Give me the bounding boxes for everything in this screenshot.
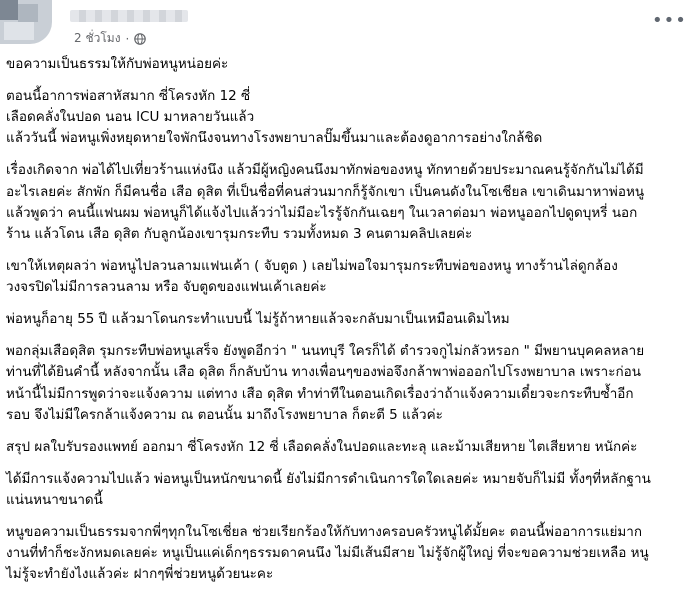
author-name-redacted[interactable]: [70, 10, 188, 22]
more-options-icon[interactable]: •••: [652, 10, 687, 31]
post-paragraph: เขาให้เหตุผลว่า พ่อหนูไปลวนลามแฟนเค้า ( จับตูด ) เลยไม่พอใจมารุมกระทืบพ่อของหนู ทางร้านไล่ดูกล้อง วงจรปิดไม่มีการลวนลาม หรือ จับตูดของแฟนเค้าเลยค่ะ: [6, 258, 618, 296]
avatar[interactable]: [0, 0, 52, 44]
post-header: [0, 0, 690, 50]
post-paragraph: สรุป ผลใบรับรองแพทย์ ออกมา ซี่โครงหัก 12 ซี่ เลือดคลั่งในปอดและทะลุ และม้ามเสียหาย ไตเสียหาย หนักค่ะ: [6, 438, 638, 455]
globe-icon: [134, 33, 146, 45]
post-paragraph: ตอนนี้อาการพ่อสาหัสมาก ซี่โครงหัก 12 ซี่ เลือดคลั่งในปอด นอน ICU มาหลายวันแล้ว แล้ววันนี้ พ่อหนูเพิ่งหยุดหายใจพักนึงจนทางโรงพยาบาลปั๊มขึ้นมาและต้องดูอาการอย่างใกล้ชิด: [6, 88, 543, 147]
post-paragraph: พอกลุ่มเสือดุสิต รุมกระทืบพ่อหนูเสร็จ ยังพูดอีกว่า " นนทบุรี ใครก็ได้ ตำรวจกูไม่กลัวหรอก " มีพยานบุคคลหลาย ท่านที่ได้ยินคำนี้ หลังจากนั้น เสือ ดุสิต ก็กลับบ้าน ทางเพื่อนๆของพ่อจึงกล้าพาพ่อออกไปโรงพยาบาล เพราะก่อน หน้านี้ไม่มีการพูดว่าจะแจ้งความ แต่ทาง เสือ ดุสิต ทำท่าทีในตอนเกิดเรื่องว่าถ้าแจ้งความเดี๋ยวจะกระทืบซ้ำอีก รอบ จึงไม่มีใครกล้าแจ้งความ ณ ตอนนั้น มาถึงโรงพยาบาล ก็ตะตี 5 แล้วค่ะ: [6, 343, 645, 423]
post-time[interactable]: 2 ชั่วโมง: [74, 31, 121, 45]
post-body: [6, 54, 686, 596]
post-paragraph: หนูขอความเป็นธรรมจากพี่ๆทุกในโซเชี่ยล ช่วยเรียกร้องให้กับทางครอบครัวหนูได้มั้ยคะ ตอนนี้พ่ออาการแย่มาก งานที่ทำก็ชะงักหมดเลยค่ะ หนูเป็นแค่เด็กๆธรรมดาคนนึง ไม่มีเส้นมีสาย ไม่รู้จักผู้ใหญ่ ที่จะขอความช่วยเหลือ หนู ไม่รู้จะทำยังไงแล้วค่ะ ฝากๆพี่ช่วยหนูด้วยนะคะ: [6, 524, 649, 583]
post-paragraph: ได้มีการแจ้งความไปแล้ว พ่อหนูเป็นหนักขนาดนี้ ยังไม่มีการดำเนินการใดใดเลยค่ะ หมายจับก็ไม่มี ทั้งๆที่หลักฐาน แน่นหนาขนาดนี้: [6, 470, 651, 509]
post-paragraph: ขอความเป็นธรรมให้กับพ่อหนูหน่อยค่ะ: [6, 56, 229, 72]
post-paragraph: เรื่องเกิดจาก พ่อได้ไปเที่ยวร้านแห่งนึง แล้วมีผู้หญิงคนนึงมาทักพ่อของหนู ทักทายด้วยประมาณคนรู้จักกันไม่ได้มี อะไรเลยค่ะ สักพัก ก็มีคนชื่อ เสือ ดุสิต ที่เป็นชื่อที่คนส่วนมากก็รู้จักเขา เป็นคนดังในโซเชียล เขาเดินมาหาพ่อหนู แล้วพูดว่า คนนี้แฟนผม พ่อหนูก็ได้แจ้งไปแล้วว่าไม่มีอะไรรู้จักกันเฉยๆ ในเวลาต่อมา พ่อหนูออกไปดูดบุหรี่ นอก ร้าน แล้วโดน เสือ ดุสิต กับลูกน้องเขารุมกระทืบ รวมทั้งหมด 3 คนตามคลิปเลยค่ะ: [6, 162, 645, 243]
post-meta: 2 ชั่วโมง ·: [74, 29, 146, 48]
post-paragraph: พ่อหนูก็อายุ 55 ปี แล้วมาโดนกระทำแบบนี้ ไม่รู้ถ้าหายแล้วจะกลับมาเป็นเหมือนเดิมไหม: [6, 311, 510, 328]
